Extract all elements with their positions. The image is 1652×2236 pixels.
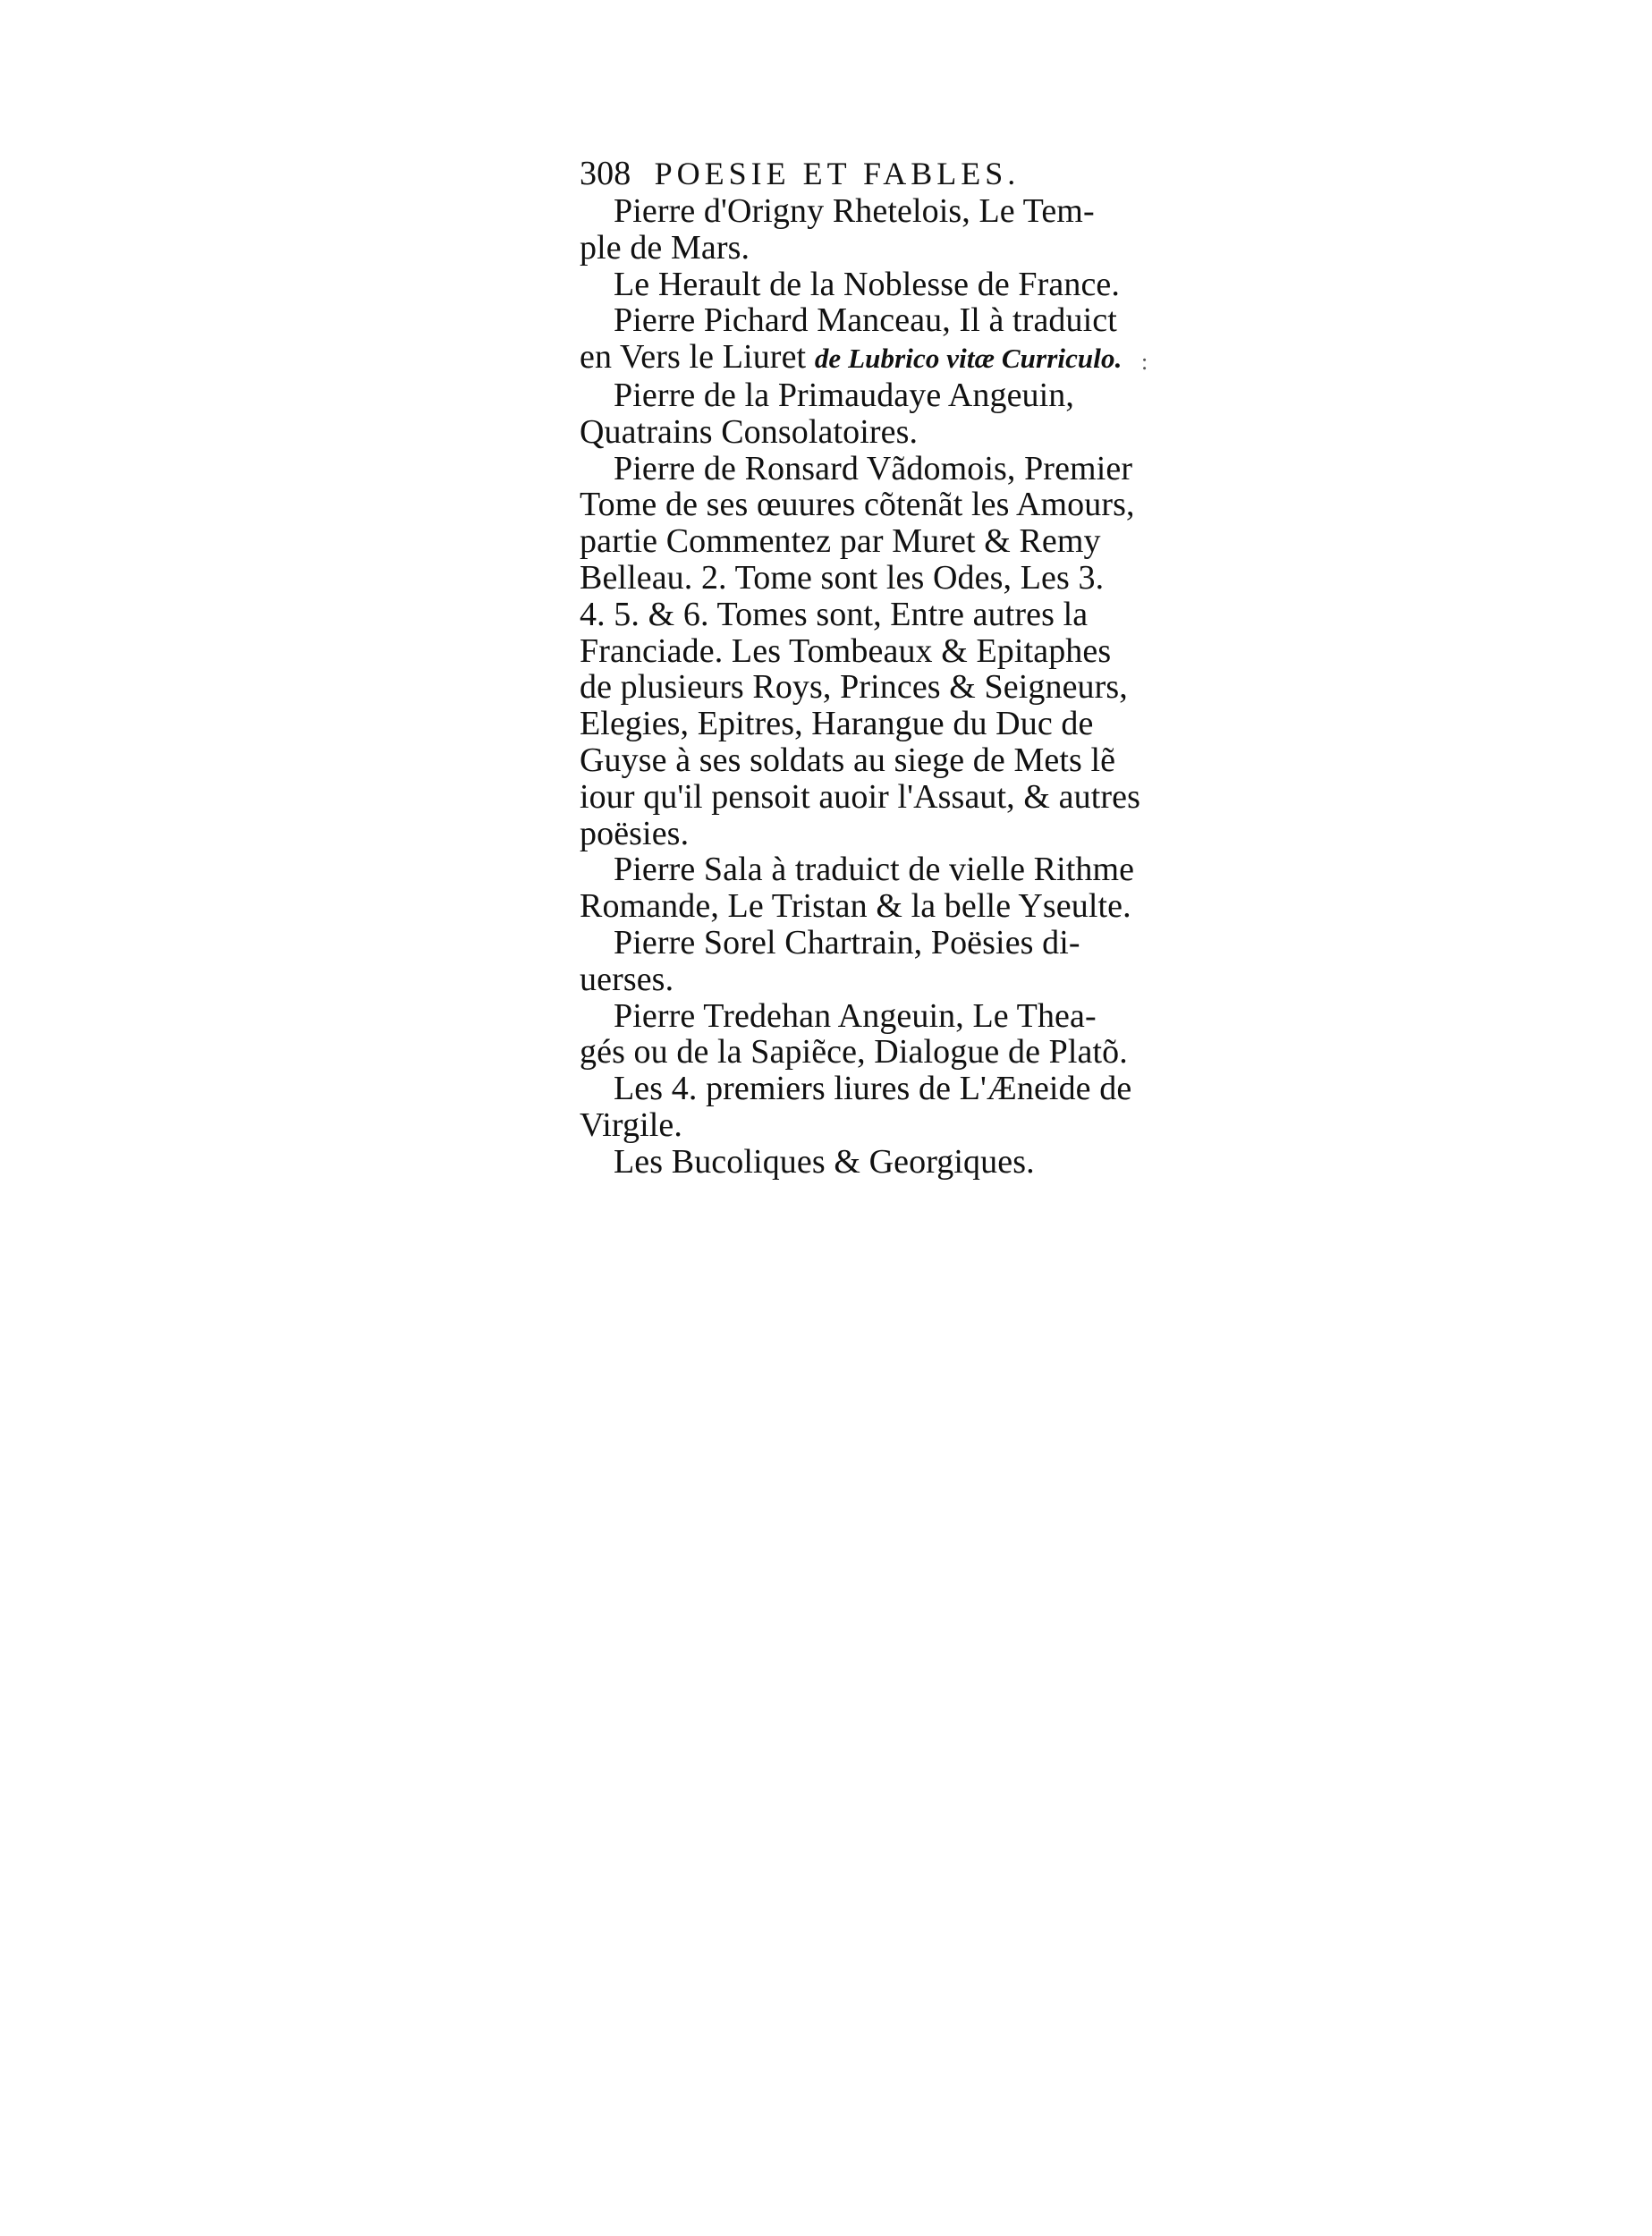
text-line-9: Tome de ses œuures cõtenãt les Amours,	[580, 486, 1135, 524]
text-line-12: 4. 5. & 6. Tomes sont, Entre autres la	[580, 595, 1089, 633]
text-line-24: gés ou de la Sapiẽce, Dialogue de Platõ.	[580, 1033, 1128, 1071]
book-page-text	[580, 155, 1140, 1181]
text-line-25: Les 4. premiers liures de L'Æneide de	[614, 1070, 1132, 1108]
text-line-2: ple de Mars.	[580, 228, 750, 267]
text-line-5	[580, 339, 1134, 377]
text-line-13: Franciade. Les Tombeaux & Epitaphes	[580, 631, 1112, 670]
text-line-1: Pierre d'Origny Rhetelois, Le Tem-	[614, 192, 1095, 230]
margin-mark: :	[1141, 349, 1148, 375]
text-line-19: Pierre Sala à traduict de vielle Rithme	[614, 851, 1135, 889]
text-line-23: Pierre Tredehan Angeuin, Le Thea-	[614, 996, 1097, 1035]
text-line-20: Romande, Le Tristan & la belle Yseulte.	[580, 887, 1131, 926]
text-line-18: poësies.	[580, 814, 690, 852]
text-line-3: Le Herault de la Noblesse de France.	[614, 265, 1120, 303]
text-line-17: iour qu'il pensoit auoir l'Assaut, & autres	[580, 777, 1140, 816]
running-title: POESIE ET FABLES.	[654, 156, 1021, 191]
text-line-8: Pierre de Ronsard Vãdomois, Premier	[614, 449, 1133, 487]
text-line-11: Belleau. 2. Tome sont les Odes, Les 3.	[580, 558, 1105, 597]
text-line-21: Pierre Sorel Chartrain, Poësies di-	[614, 923, 1080, 961]
text-line-14: de plusieurs Roys, Princes & Seigneurs,	[580, 668, 1128, 707]
running-header	[580, 156, 1134, 193]
text-line-27: Les Bucoliques & Georgiques.	[614, 1142, 1035, 1181]
text-line-22: uerses.	[580, 960, 674, 998]
text-line-26: Virgile.	[580, 1105, 682, 1144]
page-number: 308	[580, 155, 631, 192]
latin-title: de Lubrico vitæ Curriculo.	[814, 343, 1123, 375]
text-line-16: Guyse à ses soldats au siege de Mets lẽ	[580, 741, 1116, 779]
text-line-10: partie Commentez par Muret & Remy	[580, 522, 1101, 561]
text-line-6: Pierre de la Primaudaye Angeuin,	[614, 376, 1074, 414]
text-line-4: Pierre Pichard Manceau, Il à traduict	[614, 301, 1117, 340]
text-line-15: Elegies, Epitres, Harangue du Duc de	[580, 705, 1094, 743]
text-line-7: Quatrains Consolatoires.	[580, 412, 919, 451]
text-line-5-roman: en Vers le Liuret	[580, 338, 807, 377]
